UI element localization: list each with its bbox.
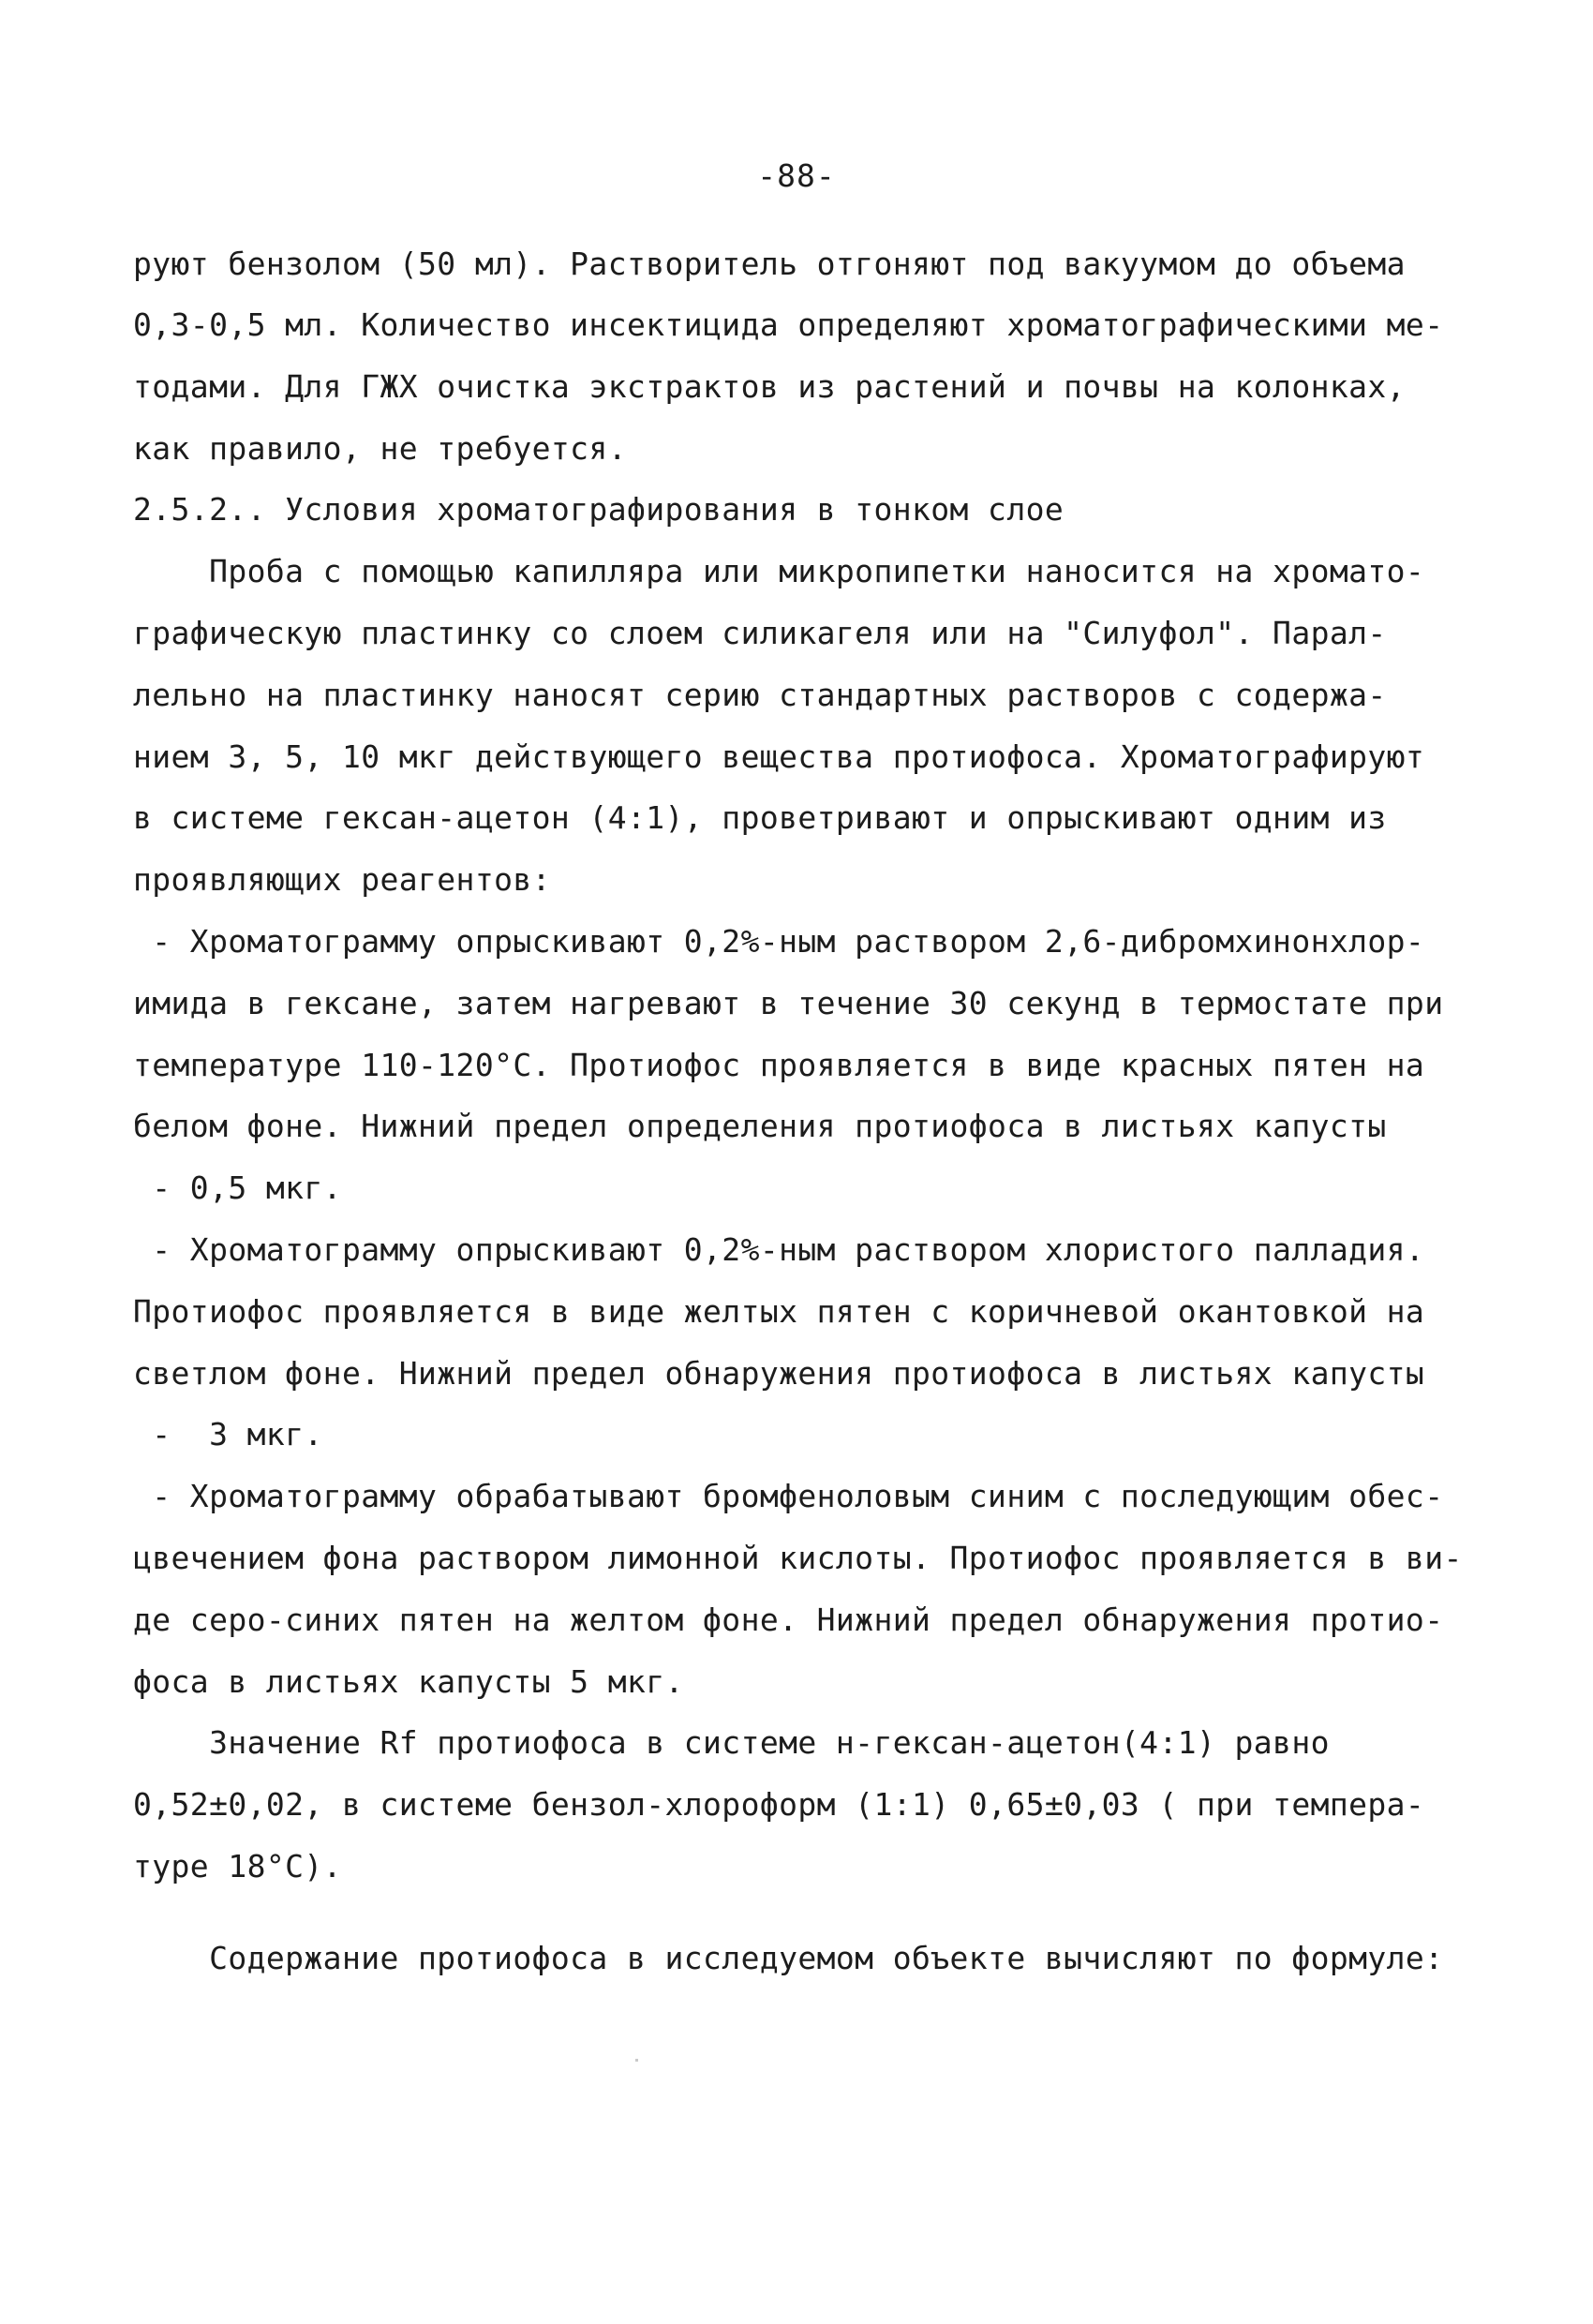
text-line: лельно на пластинку наносят серию стандартных растворов с содержа-	[133, 677, 1387, 713]
text-line: 0,52±0,02, в системе бензол-хлороформ (1:1) 0,65±0,03 ( при темпера-	[133, 1786, 1425, 1823]
text-line: де серо-синих пятен на желтом фоне. Нижний предел обнаружения протио-	[133, 1601, 1444, 1638]
text-line: цвечением фона раствором лимонной кислоты. Протиофос проявляется в ви-	[133, 1540, 1463, 1576]
text-line: светлом фоне. Нижний предел обнаружения протиофоса в листьях капусты	[133, 1355, 1425, 1392]
text-line: Проба с помощью капилляра или микропипетки наносится на хромато-	[133, 553, 1425, 589]
text-line: руют бензолом (50 мл). Растворитель отгоняют под вакуумом до объема	[133, 246, 1406, 282]
text-line: в системе гексан-ацетон (4:1), проветривают и опрыскивают одним из	[133, 799, 1387, 836]
text-line: - 3 мкг.	[133, 1416, 323, 1452]
text-line: Протиофос проявляется в виде желтых пятен с коричневой окантовкой на	[133, 1293, 1425, 1330]
text-line: проявляющих реагентов:	[133, 861, 551, 898]
text-line: фоса в листьях капусты 5 мкг.	[133, 1663, 684, 1700]
text-line: 0,3-0,5 мл. Количество инсектицида определяют хроматографическими ме-	[133, 306, 1444, 343]
text-line: - Хроматограмму обрабатывают бромфеноловым синим с последующим обес-	[133, 1478, 1444, 1514]
section-heading: 2.5.2.. Условия хроматографирования в тонком слое	[133, 491, 1064, 528]
text-line: тодами. Для ГЖХ очистка экстрактов из растений и почвы на колонках,	[133, 368, 1406, 405]
text-line: температуре 110-120°С. Протиофос проявляется в виде красных пятен на	[133, 1047, 1425, 1083]
text-line: как правило, не требуется.	[133, 430, 627, 467]
scan-speck	[635, 2059, 638, 2062]
text-line: графическую пластинку со слоем силикагеля или на "Силуфол". Парал-	[133, 615, 1387, 651]
text-line: - Хроматограмму опрыскивают 0,2%-ным раствором 2,6-дибромхинонхлор-	[133, 923, 1425, 960]
text-line: Значение Rf протиофоса в системе н-гексан-ацетон(4:1) равно	[133, 1724, 1330, 1761]
text-line: - 0,5 мкг.	[133, 1169, 342, 1206]
text-line: нием 3, 5, 10 мкг действующего вещества протиофоса. Хроматографируют	[133, 738, 1425, 775]
page-number: -88-	[757, 157, 836, 194]
text-line: имида в гексане, затем нагревают в течение 30 секунд в термостате при	[133, 985, 1444, 1021]
text-line: белом фоне. Нижний предел определения протиофоса в листьях капусты	[133, 1108, 1387, 1144]
text-line: Содержание протиофоса в исследуемом объекте вычисляют по формуле:	[133, 1940, 1444, 1976]
text-line: туре 18°С).	[133, 1848, 342, 1885]
text-line: - Хроматограмму опрыскивают 0,2%-ным раствором хлористого палладия.	[133, 1231, 1425, 1268]
